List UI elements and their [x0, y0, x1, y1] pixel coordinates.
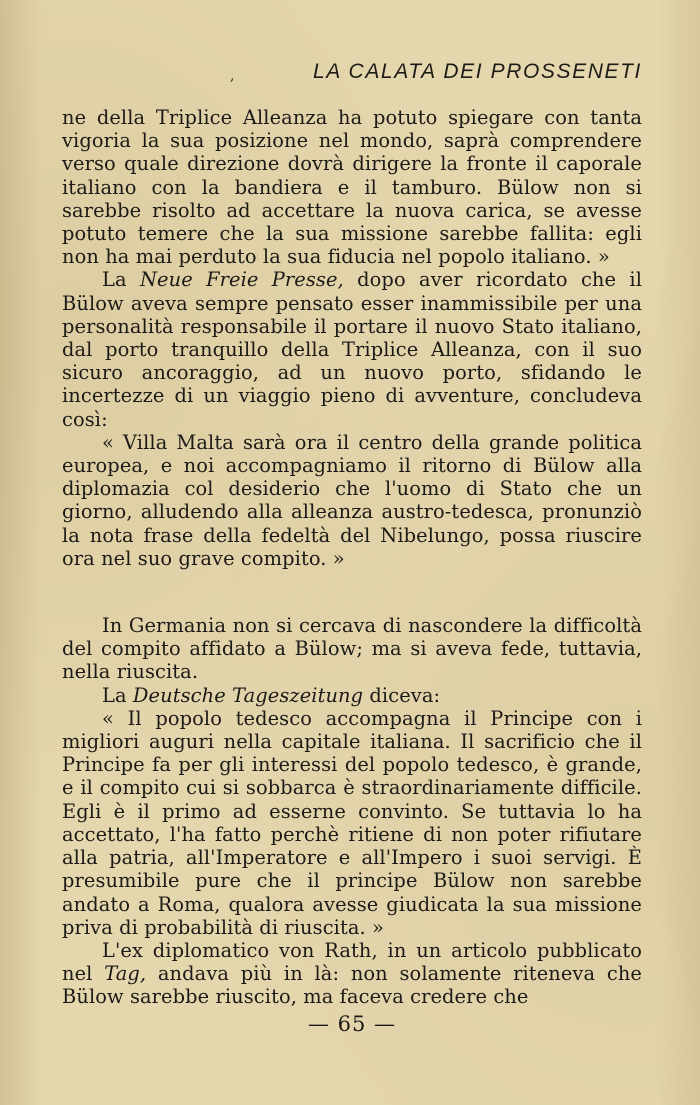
paragraph-3-quote: « Villa Malta sarà ora il centro della grande politica europea, e noi accompagniamo il ritorno di Bülow alla diplomazia col desiderio che l'uomo di Stato che un giorno, alludendo alla alleanza austro-tedesca, pronunziò la nota frase della fedeltà del Nibelungo, possa riuscire ora nel suo grave compito. »: [62, 430, 642, 570]
page-number: — 65 —: [307, 1012, 397, 1036]
newspaper-title-neue-freie-presse: Neue Freie Presse,: [139, 268, 344, 292]
paragraph-5-start: La: [102, 683, 133, 707]
running-title: LA CALATA DEI PROSSENETI: [313, 60, 642, 83]
header-mark: ,: [230, 68, 235, 84]
paragraph-7-rest: andava più in là: non solamente riteneva che Bülow sarebbe riuscito, ma faceva credere che: [62, 962, 642, 1009]
section-gap: [62, 570, 642, 614]
newspaper-title-tag: Tag,: [104, 962, 147, 986]
paragraph-2-rest: dopo aver ricordato che il Bülow aveva sempre pensato esser inammissibile per una personalità responsabile il portare il nuovo Stato italiano, dal porto tranquillo della Triplice Alleanza, con il suo sicuro ancoraggio, ad un nuovo porto, sfidando le incertezze di un viaggio pieno di avventure, concludeva così:: [62, 268, 642, 431]
paragraph-5-rest: diceva:: [363, 683, 441, 707]
paragraph-2: [62, 268, 642, 430]
body-text: [62, 106, 642, 1009]
paragraph-7-start: L'ex diplomatico von Rath, in un articolo pubblicato nel: [62, 938, 642, 986]
paragraph-1: ne della Triplice Alleanza ha potuto spiegare con tanta vigoria la sua posizione nel mondo, saprà comprendere verso quale direzione dovrà dirigere la fronte il caporale italiano con la bandiera e il tamburo. Bülow non si sarebbe risolto ad accettare la nuova carica, se avesse potuto temere che la sua missione sarebbe fallita: egli non ha mai perduto la sua fiducia nel popolo italiano. »: [62, 106, 642, 269]
paragraph-5: [62, 684, 642, 707]
newspaper-title-deutsche-tageszeitung: Deutsche Tageszeitung: [132, 683, 364, 707]
book-page: [62, 50, 642, 1090]
paragraph-6-quote: « Il popolo tedesco accompagna il Principe con i migliori auguri nella capitale italiana. Il sacrificio che il Principe fa per gli interessi del popolo tedesco, è grande, e il compito cui si sobbarca è straordinariamente difficile. Egli è il primo ad esserne convinto. Se tuttavia lo ha accettato, l'ha fatto perchè ritiene di non poter rifiutare alla patria, all'Imperatore e all'Impero i suoi servigi. È presumibile pure che il principe Bülow non sarebbe andato a Roma, qualora avesse giudicata la sua missione priva di probabilità di riuscita. »: [62, 706, 642, 939]
paragraph-4: In Germania non si cercava di nascondere la difficoltà del compito affidato a Bülow; ma si aveva fede, tuttavia, nella riuscita.: [62, 614, 642, 684]
paragraph-7: [62, 939, 642, 1009]
paragraph-2-start: La: [102, 268, 140, 292]
